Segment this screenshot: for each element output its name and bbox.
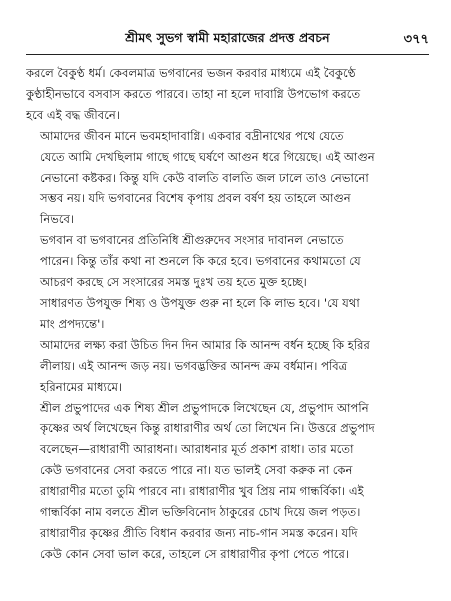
text-line: সাধারণত উপযুক্ত শিষ্য ও উপযুক্ত গুরু না হলে কি লাভ হবে। 'যে যথা xyxy=(40,295,360,310)
text-line: আমাদের জীবন মানে ভবমহাদাবাগ্নি। একবার বদ্রীনাথের পথে যেতে xyxy=(40,128,344,143)
text-line: সম্ভব নয়। যদি ভগবানের বিশেষ কৃপায় প্রবল বর্ষণ হয় তাহলে আগুন xyxy=(40,191,351,206)
text-line: আমাদের লক্ষ্য করা উচিত দিন দিন আমার কি আনন্দ বর্ধন হচ্ছে কি হরির xyxy=(40,337,370,352)
body-text xyxy=(26,63,429,565)
text-line: শ্রীল প্রভুপাদের এক শিষ্য শ্রীল প্রভুপাদকে লিখেছেন যে, প্রভুপাদ আপনি xyxy=(40,400,369,415)
text-line: পারেন। কিন্তু তাঁর কথা না শুনলে কি করে হবে। ভগবানের কথামতো যে xyxy=(40,254,361,269)
text-line: বলেছেন—রাধারাণী আরাধনা। আরাধনার মূর্ত প্রকাশ রাধা। তার মতো xyxy=(40,442,354,457)
running-title: শ্রীমৎ সুভগ স্বামী মহারাজের প্রদত্ত প্রবচন xyxy=(125,30,330,45)
text-line: রাধারাণীর কৃষ্ণের প্রীতি বিধান করবার জন্য নাচ-গান সমস্ত করেন। যদি xyxy=(40,525,358,540)
text-line: আচরণ করছে সে সংসারের সমস্ত দুঃখ তয় হতে মুক্ত হচ্ছে। xyxy=(40,275,307,290)
text-line: কেউ কোন সেবা ভাল করে, তাহলে সে রাধারাণীর কৃপা পেতে পারে। xyxy=(40,546,349,561)
paragraph xyxy=(26,230,429,293)
text-line: করলে বৈকুণ্ঠ ধর্ম। কেবলমাত্র ভগবানের ভজন করবার মাধ্যমে এই বৈকুণ্ঠে xyxy=(26,66,356,80)
paragraph xyxy=(26,63,429,126)
text-line: ভগবান বা ভগবানের প্রতিনিধি শ্রীগুরুদেব সংসার দাবানল নেভাতে xyxy=(40,233,344,248)
text-line: কৃষ্ণের অর্থ লিখেছেন কিন্তু রাধারাণীর অর্থ তো লিখেন নি। উত্তরে প্রভুপাদ xyxy=(40,421,375,436)
paragraph xyxy=(26,335,429,398)
page-header xyxy=(26,28,429,55)
text-line: গান্ধর্বিকা নাম বলতে শ্রীল ভক্তিবিনোদ ঠাকুরের চোখ দিয়ে জল পড়ত। xyxy=(40,505,361,520)
text-line: নিভবে। xyxy=(40,212,75,227)
text-line: যেতে আমি দেখছিলাম গাছে গাছে ঘর্ষণে আগুন ধরে গিয়েছে। এই আগুন xyxy=(40,149,375,164)
text-line: নেভানো কষ্টকর। কিন্তু যদি কেউ বালতি বালতি জল ঢালে তাও নেভানো xyxy=(40,170,369,185)
text-line: হবে এই বদ্ধ জীবনে। xyxy=(26,107,120,122)
paragraph xyxy=(26,293,429,335)
text-line: লীলায়। এই আনন্দ জড় নয়। ভগবদ্ভক্তির আনন্দ ক্রম বর্ধমান। পবিত্র xyxy=(40,358,348,373)
text-line: কুণ্ঠাহীনভাবে বসবাস করতে পারবে। তাহা না হলে দাবাগ্নি উপভোগ করতে xyxy=(26,86,361,101)
text-line: কেউ ভগবানের সেবা করতে পারে না। যত ভালই সেবা করুক না কেন xyxy=(40,463,353,478)
text-line: মাং প্রপদ্যন্তে'। xyxy=(40,316,105,331)
paragraph xyxy=(26,126,429,231)
text-line: হরিনামের মাধ্যমে। xyxy=(40,379,123,394)
paragraph xyxy=(26,398,429,565)
page-number: ৩৭৭ xyxy=(403,32,429,47)
text-line: রাধারাণীর মতো তুমি পারবে না। রাধারাণীর খুব প্রিয় নাম গান্ধর্বিকা। এই xyxy=(40,484,364,499)
